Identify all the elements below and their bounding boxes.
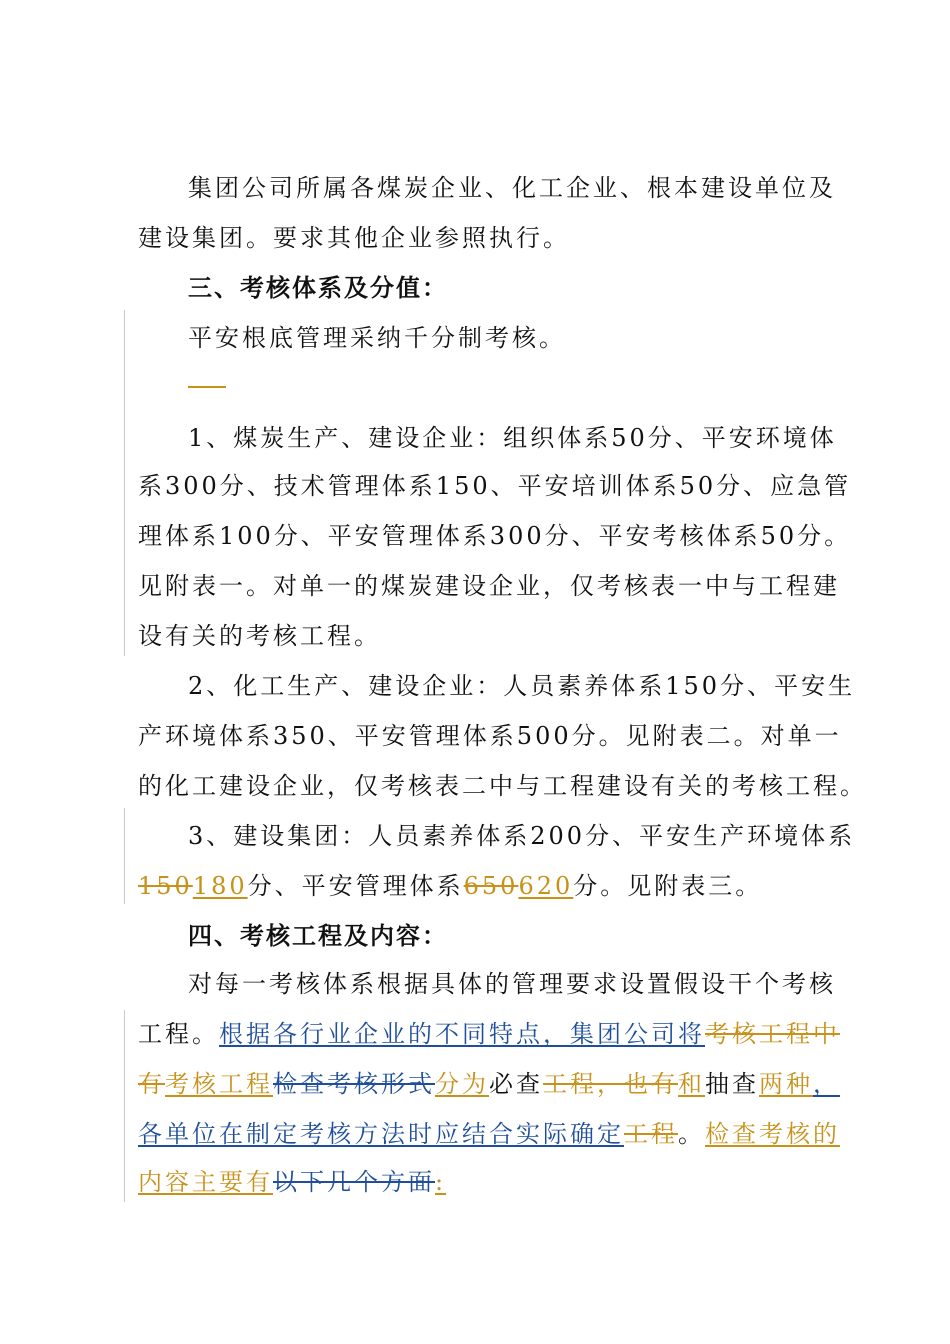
change-bar	[124, 310, 125, 656]
body-text: 抽查	[705, 1070, 759, 1098]
deleted-text: 检查考核形式	[273, 1070, 435, 1098]
paragraph-line: 设有关的考核工程。	[138, 622, 381, 650]
paragraph-line: 平安根底管理采纳千分制考核。	[188, 324, 566, 352]
body-text: 必查	[489, 1070, 543, 1098]
paragraph-line	[138, 1168, 446, 1196]
paragraph-line	[138, 1120, 840, 1148]
inserted-text: 检查考核的	[705, 1120, 840, 1148]
inserted-text: :	[435, 1168, 447, 1196]
section-heading: 四、考核工程及内容：	[188, 922, 448, 950]
paragraph-line: 建设集团。要求其他企业参照执行。	[138, 224, 570, 252]
deleted-text: 考核工程中	[705, 1020, 840, 1048]
change-bar	[124, 1010, 125, 1202]
inserted-text: 分为	[435, 1070, 489, 1098]
inserted-text: 和	[678, 1070, 705, 1098]
paragraph-line	[138, 1070, 840, 1098]
body-text: 分、平安管理体系	[247, 872, 464, 900]
paragraph-line	[138, 1020, 840, 1048]
tracked-change-mark	[188, 386, 226, 388]
paragraph-line: 2、化工生产、建设企业：人员素养体系150分、平安生	[188, 672, 856, 700]
paragraph-line: 产环境体系350、平安管理体系500分。见附表二。对单一	[138, 722, 842, 750]
deleted-text: 150	[138, 872, 193, 900]
body-text: 工程。	[138, 1020, 219, 1048]
deleted-text: 有	[138, 1070, 165, 1098]
change-bar	[124, 808, 125, 904]
paragraph-line: 集团公司所属各煤炭企业、化工企业、根本建设单位及	[188, 174, 836, 202]
deleted-text: 以下几个方面	[273, 1168, 435, 1196]
paragraph-line: 3、建设集团：人员素养体系200分、平安生产环境体系	[188, 822, 856, 850]
paragraph-line: 的化工建设企业，仅考核表二中与工程建设有关的考核工程。	[138, 772, 867, 800]
inserted-text: 考核工程	[165, 1070, 273, 1098]
paragraph-line	[138, 872, 762, 900]
paragraph-line: 见附表一。对单一的煤炭建设企业，仅考核表一中与工程建	[138, 572, 840, 600]
inserted-text: 180	[192, 872, 248, 900]
body-text: 分。见附表三。	[573, 872, 763, 900]
paragraph-line: 1、煤炭生产、建设企业：组织体系50分、平安环境体	[188, 424, 837, 452]
section-heading: 三、考核体系及分值：	[188, 274, 448, 302]
inserted-text: ，	[813, 1070, 840, 1098]
inserted-text: 各单位在制定考核方法时应结合实际确定	[138, 1120, 624, 1148]
deleted-text: 工程	[624, 1120, 678, 1148]
paragraph-line: 系300分、技术管理体系150、平安培训体系50分、应急管	[138, 472, 852, 500]
paragraph-line: 对每一考核体系根据具体的管理要求设置假设干个考核	[188, 970, 836, 998]
inserted-text: 内容主要有	[138, 1168, 273, 1196]
deleted-text: 工程，也有	[543, 1070, 678, 1098]
inserted-text: 两种	[759, 1070, 813, 1098]
inserted-text: 620	[518, 872, 574, 900]
paragraph-line: 理体系100分、平安管理体系300分、平安考核体系50分。	[138, 522, 852, 550]
deleted-text: 650	[463, 872, 519, 900]
body-text: 。	[678, 1120, 705, 1148]
inserted-text: 根据各行业企业的不同特点，集团公司将	[219, 1020, 705, 1048]
